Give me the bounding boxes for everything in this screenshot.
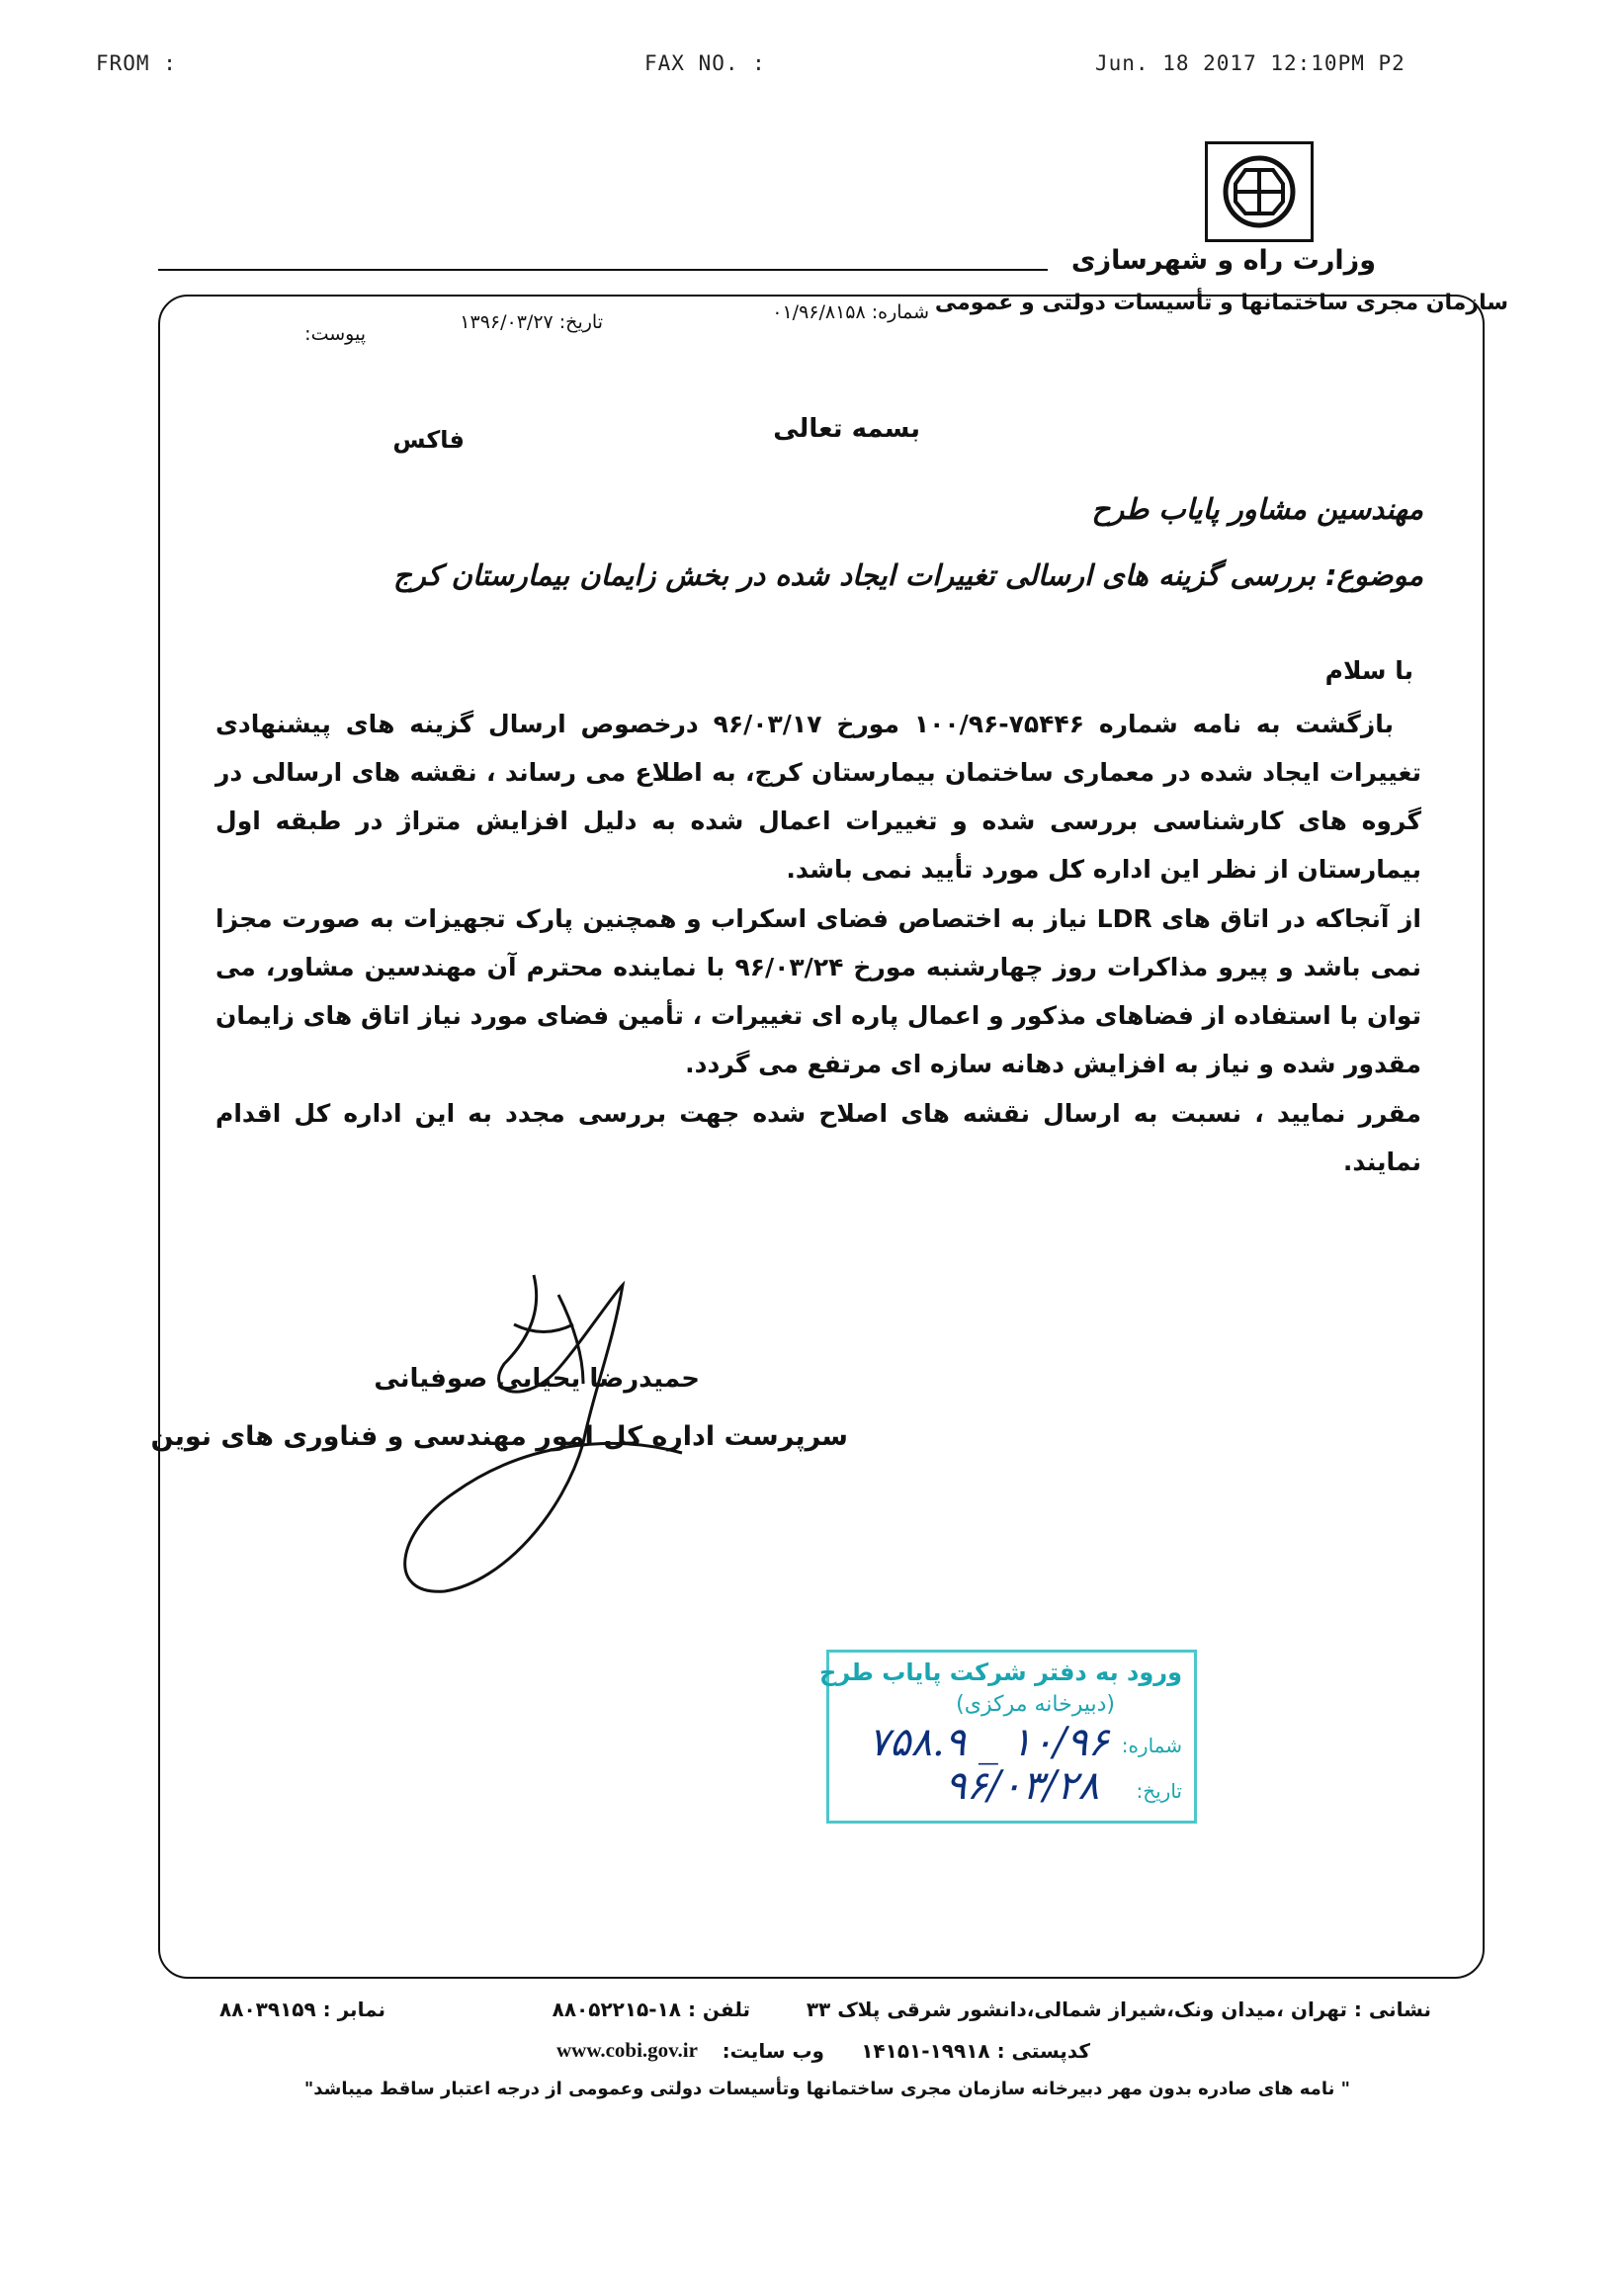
signatory-name: حمیدرضا یحیایی صوفیانی: [374, 1364, 700, 1394]
paragraph-1: بازگشت به نامه شماره ۷۵۴۴۶-۱۰۰/۹۶ مورخ ۹۶/۰۳/۱۷ درخصوص ارسال گزینه های پیشنهادی تغییرات ایجاد شده در معماری ساختمان بیمارستان کرج، به اطلاع می رساند ، نقشه های ارسالی در گروه های کارشناسی بررسی شده و تغییرات اعمال شده به دلیل افزایش متراژ در طبقه اول بیمارستان از نظر این اداره کل مورد تأیید نمی باشد.: [215, 710, 1421, 884]
stamp-title: ورود به دفتر شرکت پایاب طرح: [819, 1658, 1182, 1686]
letter-number-label: شماره:: [871, 301, 929, 323]
letter-number-value: ۰۱/۹۶/۸۱۵۸: [772, 301, 866, 323]
subject: موضوع: بررسی گزینه های ارسالی تغییرات ایجاد شده در بخش زایمان بیمارستان کرج: [392, 558, 1423, 592]
stamp-number-value: ۱۰/۹۶ _ ۷۵۸.۹: [868, 1720, 1109, 1765]
footer-fax: نمابر : ۸۸۰۳۹۱۵۹: [219, 1998, 385, 2021]
stamp-subtitle: (دبیرخانه مرکزی): [956, 1692, 1115, 1717]
fax-datetime-page: Jun. 18 2017 12:10PM P2: [1095, 51, 1406, 75]
stamp-date-value: ۹۶/۰۳/۲۸: [945, 1763, 1099, 1809]
organization-name: سازمان مجری ساختمانها و تأسیسات دولتی و عمومی: [934, 291, 1508, 315]
footer-website: www.cobi.gov.ir: [556, 2038, 698, 2062]
fax-from-label: FROM :: [96, 51, 177, 75]
stamp-date-label: تاریخ:: [1136, 1779, 1182, 1803]
fax-number-label: FAX NO. :: [644, 51, 766, 75]
ministry-name: وزارت راه و شهرسازی: [1070, 245, 1376, 276]
signatory-title: سرپرست اداره کل امور مهندسی و فناوری های نوین: [150, 1421, 848, 1452]
letter-date-label: تاریخ:: [558, 311, 603, 333]
greeting: با سلام: [1324, 656, 1413, 685]
footer-website-label: وب سایت:: [722, 2039, 824, 2063]
attachment-label: پیوست:: [304, 323, 366, 345]
letter-date-value: ۱۳۹۶/۰۳/۲۷: [460, 311, 554, 333]
footer-phone: تلفن : ۱۸-۸۸۰۵۲۲۱۵: [552, 1998, 750, 2021]
ministry-logo: [1205, 141, 1314, 242]
footer-notice: " نامه های صادره بدون مهر دبیرخانه سازمان مجری ساختمانها وتأسیسات دولتی وعمومی از درجه اعتبار ساقط میباشد": [303, 2079, 1350, 2099]
paragraph-3: مقرر نمایید ، نسبت به ارسال نقشه های اصلاح شده جهت بررسی مجدد به این اداره کل اقدام نمایند.: [215, 1099, 1421, 1176]
bismillah: بسمه تعالی: [773, 414, 920, 444]
footer-address: نشانی : تهران ،میدان ونک،شیراز شمالی،دانشور شرقی پلاک ۳۳: [806, 1998, 1431, 2021]
stamp-number-label: شماره:: [1121, 1734, 1182, 1757]
header-divider: [158, 269, 1048, 271]
fax-label: فاکس: [392, 426, 465, 454]
receipt-stamp: [819, 1650, 1197, 1824]
recipient: مهندسین مشاور پایاب طرح: [1091, 492, 1423, 526]
footer-postal-code: کدپستی : ۱۹۹۱۸-۱۴۱۵۱: [861, 2039, 1090, 2063]
paragraph-2: از آنجاکه در اتاق های LDR نیاز به اختصاص فضای اسکراب و همچنین پارک تجهیزات به صورت مجزا نمی باشد و پیرو مذاکرات روز چهارشنبه مورخ ۹۶/۰۳/۲۴ با نماینده محترم آن مهندسین مشاور، می توان با استفاده از فضاهای مذکور و اعمال پاره ای تغییرات ، تأمین فضای مورد نیاز اتاق های زایمان مقدور شده و نیاز به افزایش دهانه سازه ای مرتفع می گردد.: [215, 904, 1421, 1078]
